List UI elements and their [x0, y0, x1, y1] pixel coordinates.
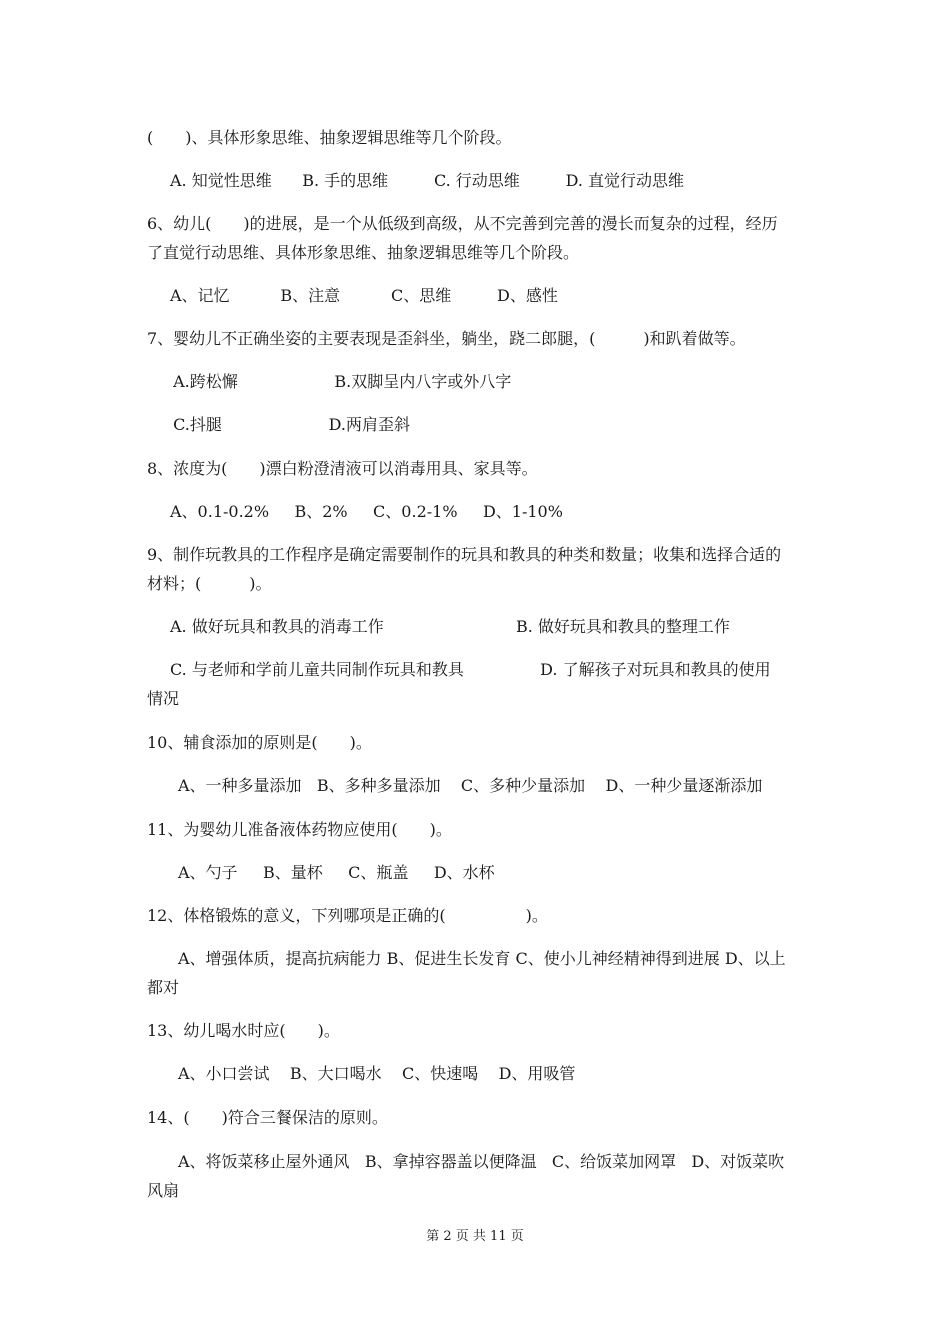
question-11-stem: 11、为婴幼儿准备液体药物应使用( )。 — [147, 820, 452, 839]
question-7-options-ab: A.跨松懈 B.双脚呈内八字或外八字 — [168, 372, 512, 391]
question-5-options: A. 知觉性思维 B. 手的思维 C. 行动思维 D. 直觉行动思维 — [170, 171, 684, 190]
question-14-options: A、将饭菜移止屋外通风 B、拿掉容器盖以便降温 C、给饭菜加网罩 D、对饭菜吹 — [178, 1152, 785, 1171]
question-8-stem: 8、浓度为( )漂白粉澄清液可以消毒用具、家具等。 — [147, 459, 538, 478]
question-10-stem: 10、辅食添加的原则是( )。 — [147, 733, 372, 752]
question-12-stem: 12、体格锻炼的意义，下列哪项是正确的( )。 — [147, 906, 548, 925]
question-14-options-cont: 风扇 — [147, 1181, 180, 1200]
question-6-stem-cont: 了直觉行动思维、具体形象思维、抽象逻辑思维等几个阶段。 — [147, 243, 580, 262]
question-10-options: A、一种多量添加 B、多种多量添加 C、多种少量添加 D、一种少量逐渐添加 — [178, 776, 763, 795]
question-9-options-cont: 情况 — [147, 689, 180, 708]
question-9-options-ab: A. 做好玩具和教具的消毒工作 B. 做好玩具和教具的整理工作 — [170, 617, 730, 636]
question-9-stem: 9、制作玩教具的工作程序是确定需要制作的玩具和教具的种类和数量；收集和选择合适的 — [147, 545, 782, 564]
question-7-stem: 7、婴幼儿不正确坐姿的主要表现是歪斜坐，躺坐，跷二郎腿，( )和趴着做等。 — [147, 329, 746, 348]
question-12-options-cont: 都对 — [147, 978, 180, 997]
question-14-stem: 14、( )符合三餐保洁的原则。 — [147, 1108, 388, 1127]
question-11-options: A、勺子 B、量杯 C、瓶盖 D、水杯 — [178, 863, 495, 882]
question-13-stem: 13、幼儿喝水时应( )。 — [147, 1021, 340, 1040]
question-9-stem-cont: 材料；( )。 — [147, 574, 272, 593]
page-footer: 第 2 页 共 11 页 — [426, 1229, 524, 1244]
question-8-options: A、0.1-0.2% B、2% C、0.2-1% D、1-10% — [170, 502, 563, 521]
question-6-options: A、记忆 B、注意 C、思维 D、感性 — [170, 286, 558, 305]
question-13-options: A、小口尝试 B、大口喝水 C、快速喝 D、用吸管 — [178, 1064, 576, 1083]
question-5-continuation: ( )、具体形象思维、抽象逻辑思维等几个阶段。 — [147, 128, 512, 147]
question-12-options: A、增强体质，提高抗病能力 B、促进生长发育 C、使小儿神经精神得到进展 D、以上 — [178, 949, 786, 968]
question-7-options-cd: C.抖腿 D.两肩歪斜 — [168, 415, 410, 434]
question-9-options-cd: C. 与老师和学前儿童共同制作玩具和教具 D. 了解孩子对玩具和教具的使用 — [170, 660, 771, 679]
question-6-stem: 6、幼儿( )的进展，是一个从低级到高级，从不完善到完善的漫长而复杂的过程，经历 — [147, 214, 778, 233]
